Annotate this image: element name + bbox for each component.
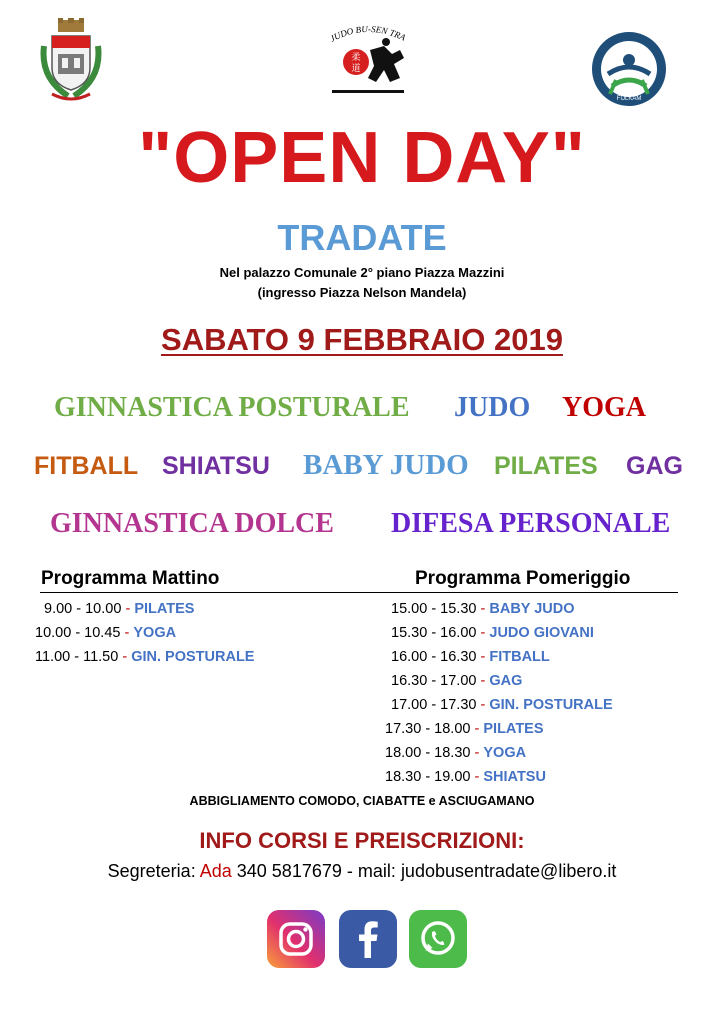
schedule-separator: - (124, 625, 130, 641)
schedule-separator: - (480, 649, 486, 665)
page-title: "OPEN DAY" (138, 118, 586, 198)
schedule-class: BABY JUDO (489, 601, 575, 617)
schedule-row (391, 693, 613, 717)
schedule-separator: - (480, 673, 486, 689)
judo-logo-caption: JUDO BU-SEN TRA (328, 23, 408, 44)
schedule-class: FITBALL (489, 649, 550, 665)
info-heading: INFO CORSI E PREISCRIZIONI: (199, 828, 525, 853)
schedule-time: 17.00 - 17.30 (391, 697, 477, 713)
schedule-time: 16.30 - 17.00 (391, 673, 477, 689)
contact-name: Ada (199, 861, 232, 881)
address-line-1: Nel palazzo Comunale 2° piano Piazza Mazzini (219, 265, 505, 280)
schedule-separator: - (474, 745, 480, 761)
schedule-time: 18.30 - 19.00 (385, 769, 471, 785)
svg-text:JUDO BU-SEN TRADATE (326, 20, 408, 44)
activity-yoga: YOGA (562, 392, 646, 423)
schedule-time: 10.00 - 10.45 (35, 625, 121, 641)
contact-phone[interactable]: 340 5817679 (236, 861, 342, 881)
contact-separator: - (346, 861, 353, 881)
address-line-2: (ingresso Piazza Nelson Mandela) (257, 285, 467, 300)
schedule-row (385, 741, 526, 765)
city-heading: TRADATE (277, 217, 447, 258)
program-heading-rule (40, 592, 678, 593)
event-date-text: SABATO 9 FEBBRAIO 2019 (161, 322, 563, 357)
morning-program-heading: Programma Mattino (41, 568, 220, 589)
schedule-class: JUDO GIOVANI (489, 625, 594, 641)
svg-text:道: 道 (351, 64, 361, 74)
schedule-separator: - (480, 625, 486, 641)
schedule-separator: - (125, 601, 131, 617)
schedule-separator: - (122, 649, 128, 665)
activity-ginnastica-dolce: GINNASTICA DOLCE (50, 508, 334, 539)
activity-ginnastica-posturale: GINNASTICA POSTURALE (54, 392, 410, 423)
schedule-row (391, 621, 594, 645)
activity-shiatsu: SHIATSU (162, 452, 270, 480)
schedule-class: YOGA (483, 745, 527, 761)
contact-prefix: Segreteria: (107, 861, 196, 881)
schedule-time: 17.30 - 18.00 (385, 721, 471, 737)
fijlkam-logo (590, 30, 668, 108)
schedule-time: 15.00 - 15.30 (391, 601, 477, 617)
schedule-row (385, 717, 544, 741)
schedule-class: YOGA (133, 625, 177, 641)
fijlkam-caption: FIJLKAM (616, 96, 642, 102)
schedule-time: 15.30 - 16.00 (391, 625, 477, 641)
schedule-row (391, 669, 522, 693)
schedule-class: SHIATSU (483, 769, 546, 785)
activity-baby-judo: BABY JUDO (303, 449, 469, 481)
activity-pilates: PILATES (494, 452, 598, 480)
schedule-separator: - (480, 697, 486, 713)
schedule-row (35, 645, 254, 669)
activity-fitball: FITBALL (34, 452, 139, 480)
activity-judo: JUDO (454, 392, 531, 423)
schedule-row (391, 597, 575, 621)
schedule-class: GIN. POSTURALE (131, 649, 255, 665)
schedule-class: GIN. POSTURALE (489, 697, 613, 713)
instagram-icon[interactable] (267, 910, 325, 968)
schedule-separator: - (480, 601, 486, 617)
schedule-class: PILATES (134, 601, 195, 617)
schedule-separator: - (474, 721, 480, 737)
schedule-class: GAG (489, 673, 523, 689)
schedule-time: 16.00 - 16.30 (391, 649, 477, 665)
schedule-separator: - (474, 769, 480, 785)
svg-text:柔: 柔 (351, 53, 361, 63)
judo-busen-tradate-logo (326, 20, 410, 96)
whatsapp-icon[interactable] (409, 910, 467, 968)
schedule-row (391, 645, 550, 669)
contact-email-link[interactable]: judobusentradate@libero.it (400, 861, 617, 881)
schedule-class: PILATES (483, 721, 544, 737)
contact-line (0, 858, 724, 884)
activity-gag: GAG (626, 452, 683, 480)
schedule-time: 9.00 - 10.00 (44, 601, 122, 617)
schedule-time: 11.00 - 11.50 (35, 649, 119, 665)
facebook-icon[interactable] (339, 910, 397, 968)
event-date (0, 320, 724, 360)
schedule-row (44, 597, 194, 621)
activity-difesa-personale: DIFESA PERSONALE (391, 508, 671, 539)
schedule-row (385, 765, 546, 789)
dress-code-note: ABBIGLIAMENTO COMODO, CIABATTE e ASCIUGAMANO (189, 794, 535, 808)
afternoon-program-heading: Programma Pomeriggio (415, 568, 631, 589)
tradate-coat-of-arms-logo (38, 18, 104, 102)
contact-mail-label: mail: (357, 861, 396, 881)
schedule-time: 18.00 - 18.30 (385, 745, 471, 761)
schedule-row (35, 621, 176, 645)
